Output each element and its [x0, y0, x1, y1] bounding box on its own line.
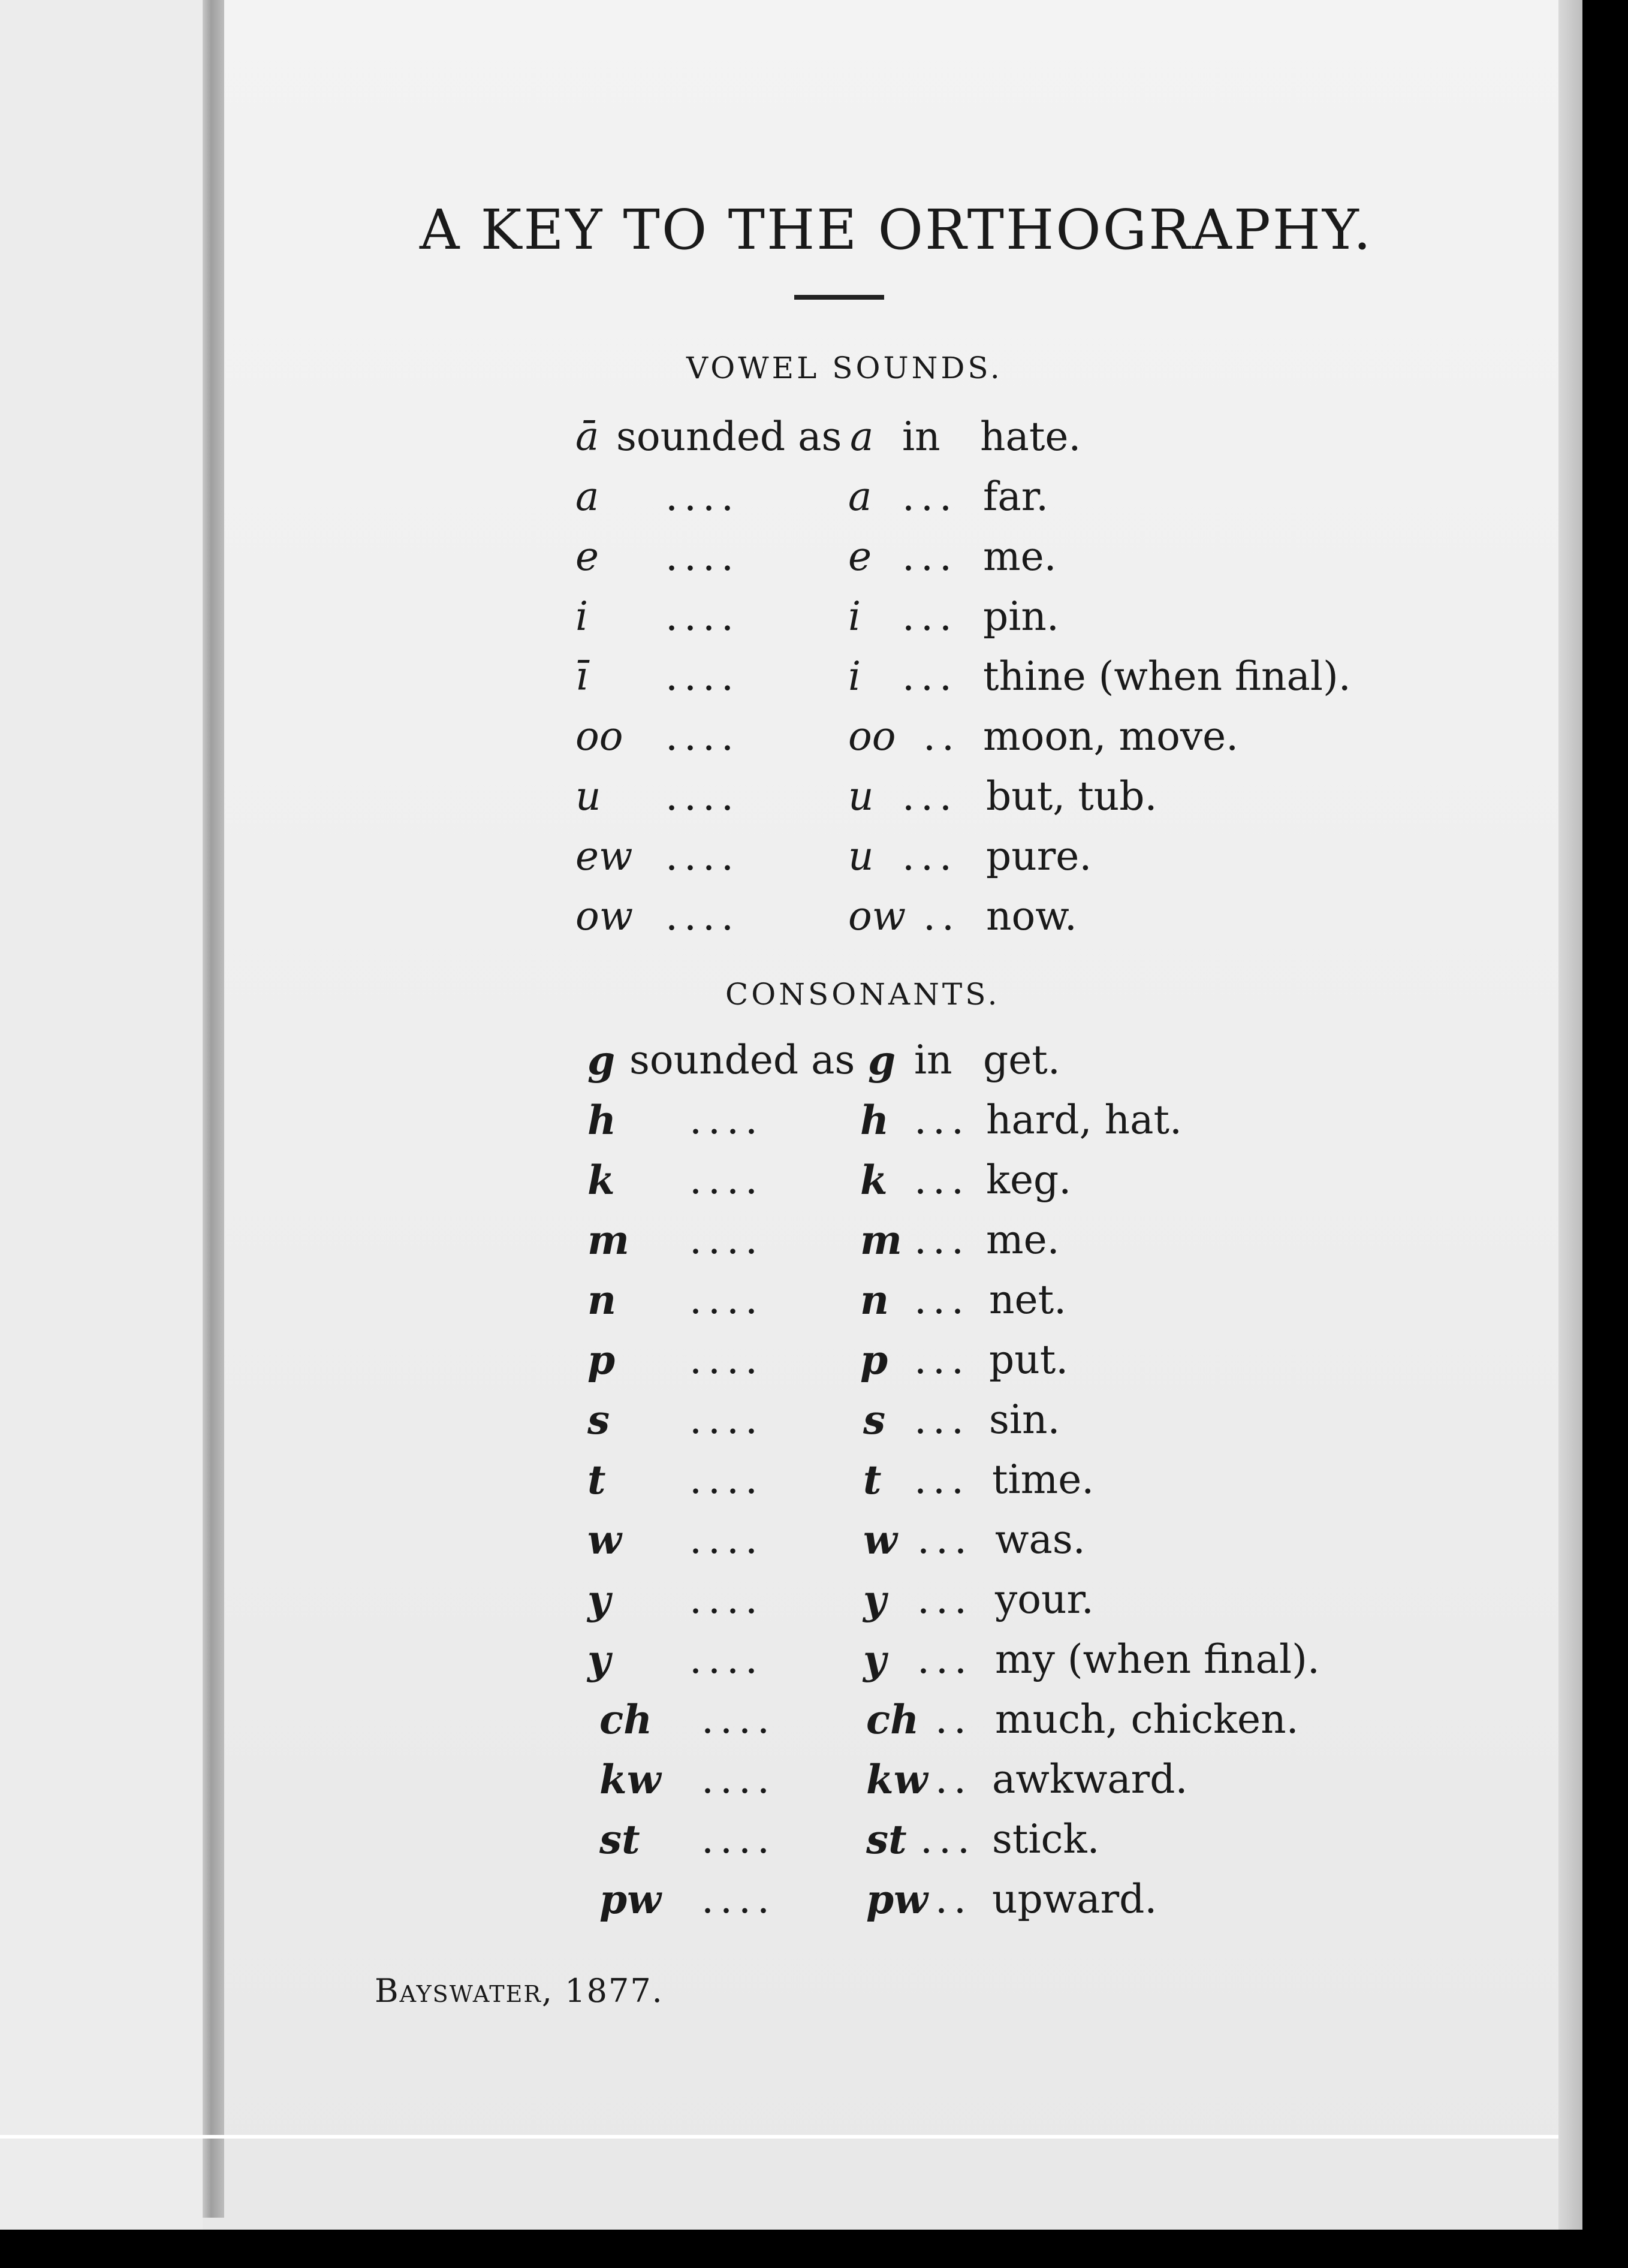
in-connector: in	[902, 414, 940, 460]
example-word: moon, move.	[983, 713, 1239, 759]
consonant-symbol: p	[587, 1337, 616, 1383]
leader-dots: ...	[902, 833, 958, 879]
consonant-symbol: k	[587, 1157, 615, 1204]
example-letter: p	[860, 1337, 888, 1383]
example-letter: pw	[866, 1876, 928, 1923]
example-letter: a	[848, 473, 872, 520]
example-word: stick.	[992, 1816, 1100, 1862]
page-bottom-line	[0, 2135, 1558, 2139]
example-letter: i	[848, 593, 861, 640]
leader-dots: ....	[689, 1097, 764, 1143]
example-word: net.	[989, 1277, 1067, 1323]
leader-dots: ....	[701, 1816, 776, 1862]
example-word: hard, hat.	[986, 1097, 1182, 1143]
leader-dots: ...	[914, 1217, 970, 1263]
vowel-symbol: ew	[575, 833, 633, 879]
example-word: me.	[983, 533, 1057, 580]
leader-dots: ....	[689, 1516, 764, 1563]
example-letter: kw	[866, 1756, 928, 1803]
example-word: pure.	[986, 833, 1092, 879]
leader-dots: ...	[920, 1816, 976, 1862]
consonant-symbol: w	[587, 1516, 622, 1563]
consonant-symbol: pw	[599, 1876, 661, 1923]
example-letter: a	[850, 414, 874, 460]
leader-dots: ...	[902, 533, 958, 580]
leader-dots: ...	[914, 1456, 970, 1503]
example-letter: y	[863, 1576, 887, 1623]
leader-dots: ...	[914, 1337, 970, 1383]
leader-dots: ....	[665, 713, 740, 759]
example-word: me.	[986, 1217, 1060, 1263]
leader-dots: ...	[902, 593, 958, 640]
example-letter: h	[860, 1097, 889, 1144]
leader-dots: ....	[665, 833, 740, 879]
example-letter: e	[848, 533, 872, 580]
example-word: sin.	[989, 1397, 1060, 1443]
example-word: hate.	[980, 414, 1081, 460]
leader-dots: ....	[665, 473, 740, 520]
example-letter: oo	[848, 713, 896, 759]
example-word: awkward.	[992, 1756, 1188, 1802]
vowel-symbol: oo	[575, 713, 623, 759]
leader-dots: ....	[665, 653, 740, 699]
leader-dots: ...	[914, 1157, 970, 1203]
imprint-place-date: Bayswater, 1877.	[375, 1972, 664, 2010]
leader-dots: ....	[689, 1277, 764, 1323]
sounded-as-phrase: sounded as	[629, 1037, 855, 1083]
example-word: far.	[983, 473, 1049, 520]
example-letter: m	[860, 1217, 902, 1263]
leader-dots: ...	[902, 773, 958, 819]
vowel-symbol: ī	[575, 653, 589, 699]
leader-dots: ....	[701, 1756, 776, 1802]
example-word: keg.	[986, 1157, 1072, 1203]
example-letter: g	[868, 1037, 896, 1084]
vowel-symbol: u	[575, 773, 601, 819]
example-letter: n	[860, 1277, 889, 1323]
leader-dots: ....	[689, 1157, 764, 1203]
example-word: put.	[989, 1337, 1069, 1383]
example-letter: t	[863, 1456, 882, 1503]
leader-dots: ..	[923, 893, 960, 939]
example-letter: s	[863, 1397, 886, 1443]
vowel-symbol: a	[575, 473, 599, 520]
leader-dots: ...	[917, 1636, 973, 1682]
consonant-symbol: t	[587, 1456, 606, 1503]
consonant-symbol: g	[587, 1037, 616, 1084]
leader-dots: ....	[689, 1337, 764, 1383]
consonant-symbol: st	[599, 1816, 640, 1863]
in-connector: in	[914, 1037, 952, 1083]
leader-dots: ....	[665, 893, 740, 939]
example-letter: u	[848, 773, 874, 819]
leader-dots: ....	[701, 1876, 776, 1922]
example-word: but, tub.	[986, 773, 1157, 819]
consonant-symbol: m	[587, 1217, 629, 1263]
leader-dots: ....	[701, 1696, 776, 1742]
example-letter: st	[866, 1816, 907, 1863]
leader-dots: ..	[935, 1696, 972, 1742]
example-letter: i	[848, 653, 861, 699]
leader-dots: ....	[665, 593, 740, 640]
vowel-symbol: ow	[575, 893, 634, 939]
example-letter: w	[863, 1516, 897, 1563]
facing-page-strip	[0, 0, 203, 2230]
leader-dots: ....	[689, 1217, 764, 1263]
leader-dots: ....	[665, 533, 740, 580]
leader-dots: ...	[917, 1516, 973, 1563]
example-word: pin.	[983, 593, 1059, 640]
example-word: my (when final).	[995, 1636, 1320, 1682]
leader-dots: ..	[935, 1876, 972, 1922]
vowel-symbol: ā	[575, 414, 599, 460]
example-letter: u	[848, 833, 874, 879]
consonant-symbol: y	[587, 1636, 611, 1683]
leader-dots: ...	[914, 1097, 970, 1143]
consonant-symbol: ch	[599, 1696, 653, 1743]
leader-dots: ...	[914, 1397, 970, 1443]
leader-dots: ....	[665, 773, 740, 819]
leader-dots: ....	[689, 1636, 764, 1682]
vowel-symbol: i	[575, 593, 589, 640]
sounded-as-phrase: sounded as	[616, 414, 842, 460]
book-gutter	[203, 0, 224, 2218]
example-word: upward.	[992, 1876, 1157, 1922]
consonants-heading: CONSONANTS.	[725, 977, 1000, 1012]
page-title: A KEY TO THE ORTHOGRAPHY.	[420, 198, 1373, 262]
leader-dots: ...	[914, 1277, 970, 1323]
leader-dots: ...	[902, 653, 958, 699]
leader-dots: ....	[689, 1397, 764, 1443]
leader-dots: ....	[689, 1456, 764, 1503]
page-edge	[1558, 0, 1582, 2230]
example-letter: k	[860, 1157, 888, 1204]
example-word: much, chicken.	[995, 1696, 1299, 1742]
leader-dots: ..	[923, 713, 960, 759]
leader-dots: ...	[917, 1576, 973, 1622]
example-word: get.	[983, 1037, 1060, 1083]
example-word: now.	[986, 893, 1077, 939]
vowel-symbol: e	[575, 533, 599, 580]
example-letter: ch	[866, 1696, 919, 1743]
consonant-symbol: s	[587, 1397, 610, 1443]
consonant-symbol: kw	[599, 1756, 661, 1803]
leader-dots: ...	[902, 473, 958, 520]
title-divider	[794, 295, 884, 300]
example-letter: ow	[848, 893, 906, 939]
example-word: thine (when final).	[983, 653, 1351, 699]
leader-dots: ..	[935, 1756, 972, 1802]
example-word: your.	[995, 1576, 1094, 1622]
leader-dots: ....	[689, 1576, 764, 1622]
example-word: was.	[995, 1516, 1086, 1563]
example-word: time.	[992, 1456, 1095, 1503]
vowel-sounds-heading: VOWEL SOUNDS.	[686, 351, 1003, 385]
consonant-symbol: h	[587, 1097, 616, 1144]
consonant-symbol: y	[587, 1576, 611, 1623]
example-letter: y	[863, 1636, 887, 1683]
consonant-symbol: n	[587, 1277, 616, 1323]
